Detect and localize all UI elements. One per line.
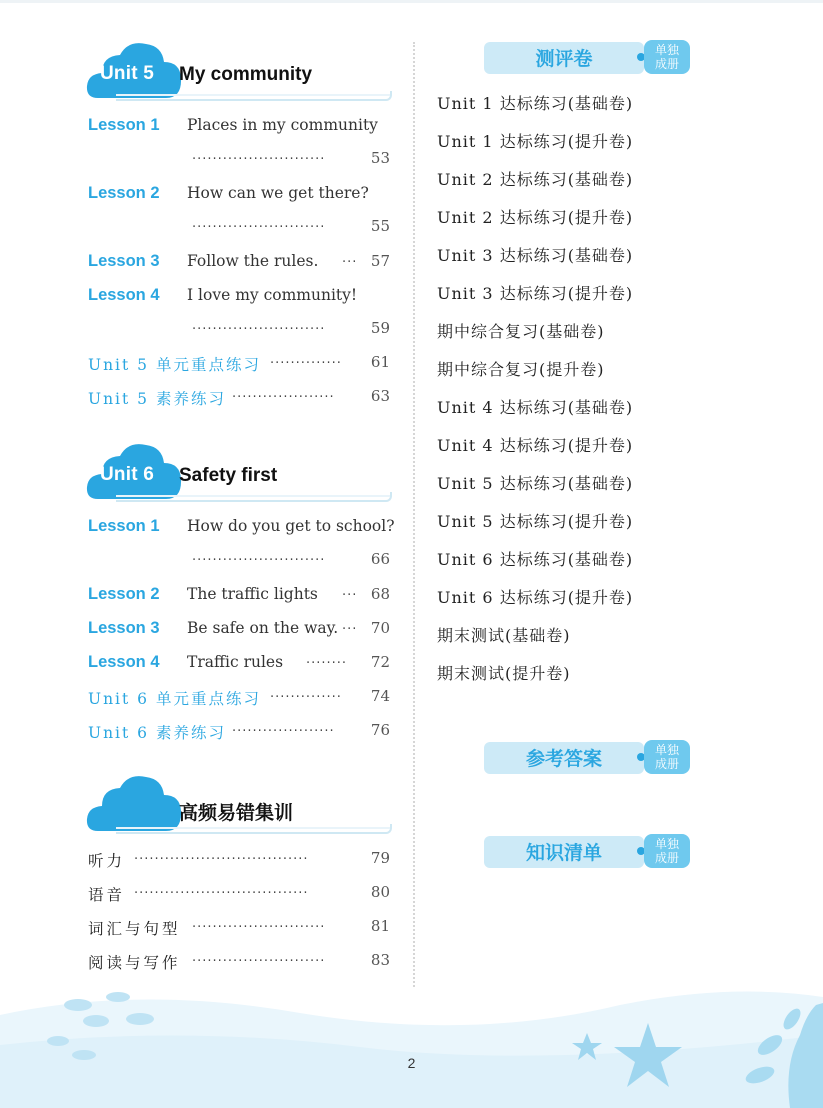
page-number: 57 [370, 252, 390, 270]
practice-label: 词汇与句型 [88, 920, 181, 938]
practice-title: 高频易错集训 [179, 802, 294, 824]
unit6-header [86, 441, 392, 503]
lesson-number: Lesson 2 [88, 585, 160, 603]
badge-line: 成册 [654, 757, 679, 771]
test-item[interactable]: Unit 6 达标练习(提升卷) [437, 588, 634, 607]
header-underline [116, 91, 392, 101]
toc-entry-unit6-lesson2[interactable] [88, 585, 390, 607]
lesson-title: The traffic lights [187, 585, 318, 603]
knowledge-title: 知识清单 [525, 842, 602, 864]
leader-dots: ··· [342, 622, 358, 637]
page-number: 74 [370, 687, 390, 705]
test-item[interactable]: 期末测试(基础卷) [437, 626, 571, 645]
practice-label: 语音 [88, 886, 126, 904]
footer-ocean-decoration [0, 975, 823, 1108]
header-underline [116, 824, 392, 834]
toc-entry-unit5-lesson4[interactable] [88, 286, 390, 308]
leader-dots: ·························· [192, 322, 326, 337]
leader-dots: ·························· [192, 152, 326, 167]
toc-entry-vocabulary[interactable] [88, 917, 390, 939]
unit6-title: Safety first [179, 465, 278, 486]
lesson-title: How do you get to school? [187, 517, 395, 535]
toc-entry-unit5-key-practice[interactable] [88, 353, 390, 375]
practice-header [86, 773, 392, 835]
test-item[interactable]: Unit 1 达标练习(基础卷) [437, 94, 634, 113]
unit5-title: My community [179, 64, 313, 85]
lesson-number: Lesson 3 [88, 252, 160, 270]
page-number: 76 [370, 721, 390, 739]
leader-dots: ·························· [192, 954, 326, 969]
test-item[interactable]: Unit 3 达标练习(提升卷) [437, 284, 634, 303]
test-item[interactable]: Unit 2 达标练习(提升卷) [437, 208, 634, 227]
lesson-title: How can we get there? [187, 184, 369, 202]
lesson-title: Traffic rules [187, 653, 284, 671]
toc-entry-unit5-literacy-practice[interactable] [88, 387, 390, 409]
leader-dots: ·············· [270, 356, 342, 371]
separate-booklet-badge [644, 834, 690, 868]
test-item[interactable]: 期末测试(提升卷) [437, 664, 571, 683]
practice-label: 阅读与写作 [88, 954, 181, 972]
badge-line: 单独 [654, 743, 679, 757]
page-number: 61 [370, 353, 390, 371]
leader-dots: ··· [342, 588, 358, 603]
page-number: 68 [370, 585, 390, 603]
column-divider [413, 42, 415, 987]
test-item[interactable]: Unit 3 达标练习(基础卷) [437, 246, 634, 265]
badge-line: 成册 [654, 851, 679, 865]
badge-line: 单独 [654, 43, 679, 57]
page-number: 59 [370, 319, 390, 337]
header-underline [116, 492, 392, 502]
test-item[interactable]: Unit 5 达标练习(提升卷) [437, 512, 634, 531]
page-number: 81 [370, 917, 390, 935]
page-number: 66 [370, 550, 390, 568]
toc-entry-unit6-key-practice[interactable] [88, 687, 390, 709]
lesson-number: Lesson 3 [88, 619, 160, 637]
toc-entry-unit6-lesson3[interactable] [88, 619, 390, 641]
answers-header[interactable] [484, 740, 690, 776]
page-number: 70 [370, 619, 390, 637]
lesson-title: Be safe on the way. [187, 619, 339, 637]
page-number: 80 [370, 883, 390, 901]
answers-title: 参考答案 [525, 748, 602, 770]
exercise-label: Unit 5 素养练习 [88, 390, 226, 408]
test-item[interactable]: Unit 6 达标练习(基础卷) [437, 550, 634, 569]
page-number: 55 [370, 217, 390, 235]
test-item[interactable]: 期中综合复习(提升卷) [437, 360, 605, 379]
lesson-number: Lesson 2 [88, 184, 160, 202]
exercise-label: Unit 6 单元重点练习 [88, 690, 261, 708]
lesson-number: Lesson 4 [88, 286, 160, 304]
tests-title: 测评卷 [535, 48, 593, 70]
page-number: 53 [370, 149, 390, 167]
badge-line: 单独 [654, 837, 679, 851]
unit5-badge: Unit 5 [100, 63, 154, 84]
practice-label: 听力 [88, 852, 126, 870]
page-number: 72 [370, 653, 390, 671]
badge-line: 成册 [654, 57, 679, 71]
unit5-header [86, 40, 392, 102]
page-number: 83 [370, 951, 390, 969]
lesson-title: I love my community! [187, 286, 358, 304]
toc-entry-unit6-lesson4[interactable] [88, 653, 390, 675]
page-number: 63 [370, 387, 390, 405]
toc-entry-phonics[interactable] [88, 883, 390, 905]
exercise-label: Unit 5 单元重点练习 [88, 356, 261, 374]
toc-entry-unit5-lesson1-page[interactable] [88, 149, 390, 171]
page-number-footer: 2 [407, 1055, 416, 1071]
unit6-badge: Unit 6 [100, 464, 154, 485]
top-border [0, 0, 823, 3]
toc-entry-unit5-lesson2-page[interactable] [88, 217, 390, 239]
leader-dots: ··· [342, 255, 358, 270]
toc-entry-unit6-lesson1-page[interactable] [88, 550, 390, 572]
test-item[interactable]: 期中综合复习(基础卷) [437, 322, 605, 341]
leader-dots: ········ [306, 656, 348, 671]
page-number: 79 [370, 849, 390, 867]
toc-entry-unit5-lesson3[interactable] [88, 252, 390, 274]
leader-dots: ···················· [232, 390, 335, 405]
toc-entry-unit6-lesson1[interactable] [88, 517, 395, 539]
toc-entry-unit6-literacy-practice[interactable] [88, 721, 390, 743]
toc-entry-listening[interactable] [88, 849, 390, 871]
toc-entry-reading-writing[interactable] [88, 951, 390, 973]
exercise-label: Unit 6 素养练习 [88, 724, 226, 742]
leader-dots: ···················· [232, 724, 335, 739]
leader-dots: ·············· [270, 690, 342, 705]
lesson-number: Lesson 4 [88, 653, 160, 671]
leader-dots: ·································· [134, 886, 309, 901]
leader-dots: ·························· [192, 553, 326, 568]
toc-entry-unit5-lesson4-page[interactable] [88, 319, 390, 341]
test-item[interactable]: Unit 5 达标练习(基础卷) [437, 474, 634, 493]
test-item[interactable]: Unit 4 达标练习(基础卷) [437, 398, 634, 417]
toc-entry-unit5-lesson1[interactable] [88, 116, 390, 138]
lesson-number: Lesson 1 [88, 116, 160, 134]
leader-dots: ·································· [134, 852, 309, 867]
toc-entry-unit5-lesson2[interactable] [88, 184, 390, 206]
lesson-title: Places in my community [187, 116, 378, 134]
lesson-number: Lesson 1 [88, 517, 160, 535]
test-item[interactable]: Unit 2 达标练习(基础卷) [437, 170, 634, 189]
lesson-title: Follow the rules. [187, 252, 319, 270]
test-item[interactable]: Unit 4 达标练习(提升卷) [437, 436, 634, 455]
leader-dots: ·························· [192, 220, 326, 235]
knowledge-header[interactable] [484, 834, 690, 870]
leader-dots: ·························· [192, 920, 326, 935]
test-item[interactable]: Unit 1 达标练习(提升卷) [437, 132, 634, 151]
separate-booklet-badge [644, 740, 690, 774]
tests-header[interactable] [484, 40, 690, 76]
separate-booklet-badge [644, 40, 690, 74]
